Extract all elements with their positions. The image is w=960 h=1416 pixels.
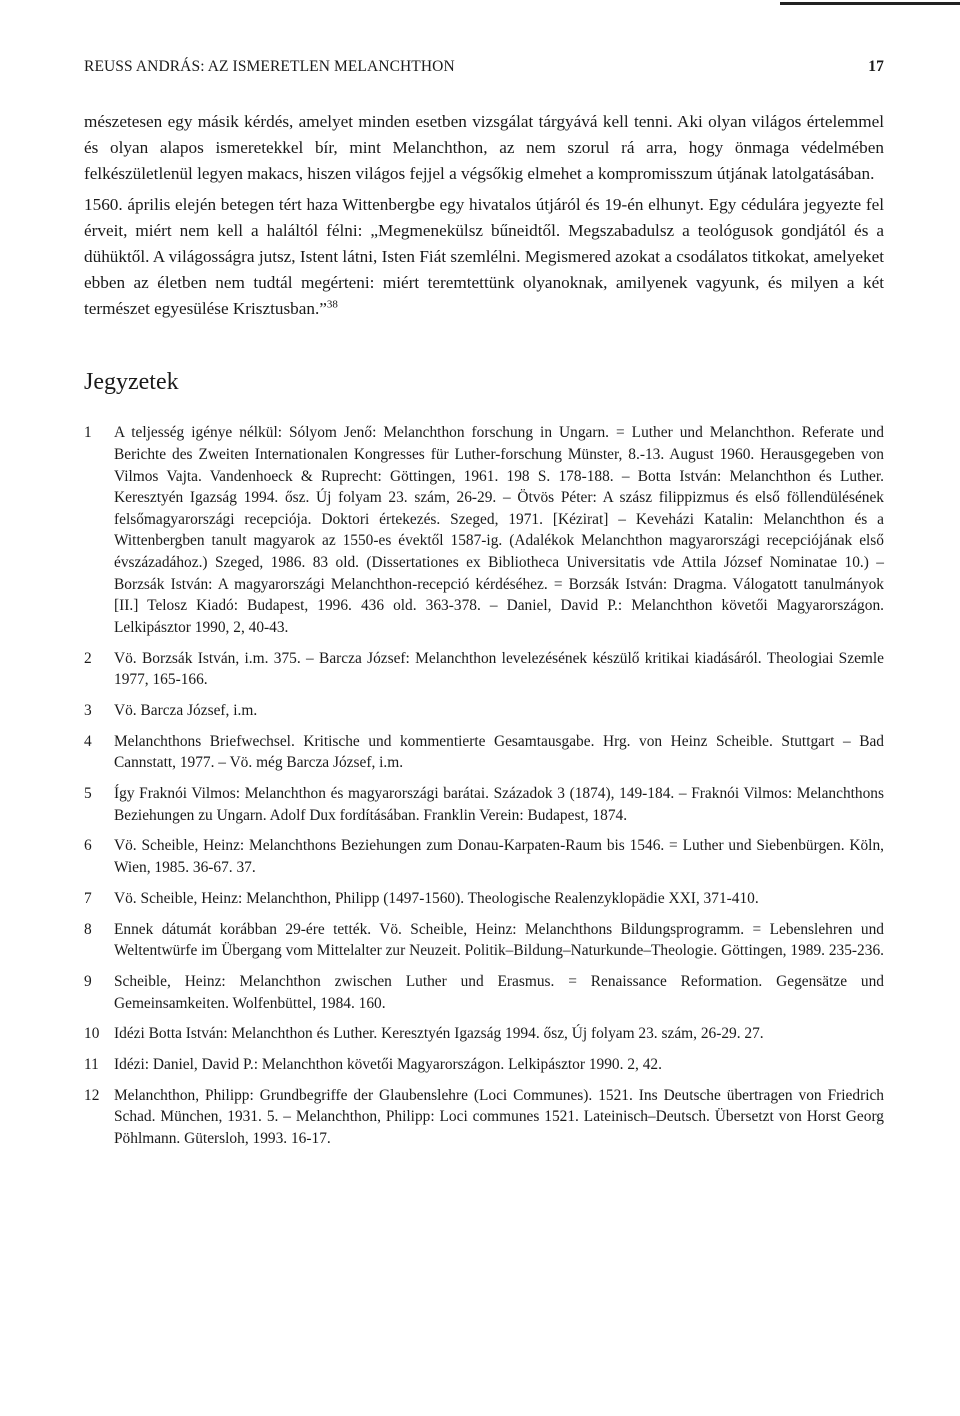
top-edge-rule xyxy=(780,2,960,5)
note-text: Idézi: Daniel, David P.: Melanchthon követői Magyarországon. Lelkipásztor 1990. 2, 42. xyxy=(114,1056,662,1074)
note-item xyxy=(84,700,884,722)
note-number: 8 xyxy=(84,920,92,938)
note-item xyxy=(84,888,884,910)
page-number: 17 xyxy=(868,58,884,75)
running-header xyxy=(84,58,884,76)
body-paragraph-2 xyxy=(84,192,884,321)
notes-list xyxy=(84,422,884,1149)
note-text: Vö. Borzsák István, i.m. 375. – Barcza József: Melanchthon levelezésének készülő kritikai kiadásáról. Theologiai Szemle 1977, 165-166. xyxy=(114,649,884,689)
running-title: REUSS ANDRÁS: AZ ISMERETLEN MELANCHTHON xyxy=(84,58,455,75)
note-text: Melanchthons Briefwechsel. Kritische und kommentierte Gesamtausgabe. Hrg. von Heinz Scheible. Stuttgart – Bad Cannstatt, 1977. – Vö. még Barcza József, i.m. xyxy=(114,732,884,772)
note-item xyxy=(84,422,884,638)
note-number: 2 xyxy=(84,649,92,667)
note-item xyxy=(84,1023,884,1045)
note-number: 10 xyxy=(84,1025,100,1043)
note-item xyxy=(84,971,884,1014)
note-text: Így Fraknói Vilmos: Melanchthon és magyarországi barátai. Századok 3 (1874), 149-184. – Fraknói Vilmos: Melanchthons Beziehungen zu Ungarn. Adolf Dux fordításában. Franklin Verein: Budapest, 1874. xyxy=(114,785,884,824)
note-text: Idézi Botta István: Melanchthon és Luther. Keresztyén Igazság 1994. ősz, Új folyam 23. szám, 26-29. 27. xyxy=(114,1025,764,1043)
note-text: Melanchthon, Philipp: Grundbegriffe der Glaubenslehre (Loci Communes). 1521. Ins Deutsche übertragen von Friedrich Schad. München, 1931. 5. – Melanchthon, Philipp: Loci communes 1521. Lateinisch–Deutsch. Übersetzt von Horst Georg Pöhlmann. Gütersloh, 1993. 16-17. xyxy=(114,1086,884,1148)
note-number: 5 xyxy=(84,785,92,803)
note-text: Vö. Scheible, Heinz: Melanchthon, Philipp (1497-1560). Theologische Realenzyklopädie XXI, 371-410. xyxy=(114,889,759,907)
note-number: 4 xyxy=(84,732,92,750)
note-text: Ennek dátumát korábban 29-ére tették. Vö. Scheible, Heinz: Melanchthons Bildungsprogramm. = Lebenslehren und Weltentwürfe im Übergang vom Mittelalter zur Neuzeit. Politik–Bildung–Naturkunde–Theologie. Göttingen, 1989. 235-236. xyxy=(114,920,884,960)
body-paragraph-1: mészetesen egy másik kérdés, amelyet minden esetben vizsgálat tárgyává kell tenni. Aki olyan világos értelemmel és olyan alapos ismeretekkel bír, mint Melanchthon, az nem szorul rá arra, hogy önmaga védelmében felkészületlenül legyen makacs, hiszen világos fejjel a végsőkig elmehet a kompromisszum útjának latolgatásában. xyxy=(84,112,884,183)
note-item xyxy=(84,1054,884,1076)
note-text: Vö. Barcza József, i.m. xyxy=(114,701,258,719)
body-paragraph-2-text: 1560. április elején betegen tért haza Wittenbergbe egy hivatalos útjáról és 19-én elhunyt. Egy cédulára jegyezte fel érveit, miért nem kell a haláltól félni: „Megmenekülsz bűneidtől. Megszabadulsz a teológusok gondjától és a dühüktől. A világosságra jutsz, Istent látni, Isten Fiát szemlélni. Megismered azokat a csodálatos titkokat, amelyeket ebben az életben nem tudtál megérteni: miért teremtettünk olyanoknak, amilyenek vagyunk, és milyen a két természet egyesülése Krisztusban.” xyxy=(84,195,884,318)
footnote-marker: 38 xyxy=(326,297,338,310)
note-number: 12 xyxy=(84,1086,100,1104)
note-number: 9 xyxy=(84,972,92,990)
note-item xyxy=(84,1085,884,1150)
body-text xyxy=(84,109,884,321)
note-number: 6 xyxy=(84,837,92,855)
note-text: A teljesség igénye nélkül: Sólyom Jenő: Melanchthon forschung in Ungarn. = Luther und Melanchthon. Referate und Berichte des Zweiten Internationalen Kongresses für Luther-forschung Münster, 8.-13. August 1960. Herausgegeben von Vilmos Vajta. Vandenhoeck & Ruprecht: Göttingen, 1961. 198 S. 178-188. – Botta István: Melanchthon és Luther. Keresztyén Igazság 1994. ősz. Új folyam 23. szám, 26-29. – Ötvös Péter: A szász filippizmus és első föllendülésének felsőmagyarországi recepciója. Doktori értekezés. Szeged, 1971. [Kézirat] – Keveházi Katalin: Melanchthon és a Wittenbergben tanult magyarok az 1550-es évektől 1587-ig. (Adalékok Melanchthon magyarországi recepciójának első évszázadához.) Szeged, 1986. 83 old. (Dissertationes ex Bibliotheca Universitatis vde Attila József Nominatae 10.) – Borzsák István: A magyarországi Melanchthon-recepció kérdéséhez. = Borzsák István: Dragma. Válogatott tanulmányok [II.] Telosz Kiadó: Budapest, 1996. 436 old. 363-378. – Daniel, David P.: Melanchthon követői Magyarországon. Lelkipásztor 1990, 2, 40-43. xyxy=(114,424,884,636)
note-item xyxy=(84,648,884,691)
note-item xyxy=(84,919,884,962)
note-text: Scheible, Heinz: Melanchthon zwischen Luther und Erasmus. = Renaissance Reformation. Gegensätze und Gemeinsamkeiten. Wolfenbüttel, 1984. 160. xyxy=(114,972,884,1012)
note-item xyxy=(84,835,884,878)
note-item xyxy=(84,731,884,774)
note-number: 11 xyxy=(84,1056,99,1074)
page xyxy=(84,58,884,1159)
note-number: 3 xyxy=(84,701,92,719)
notes-title: Jegyzetek xyxy=(84,369,179,396)
note-item xyxy=(84,783,884,826)
note-number: 1 xyxy=(84,424,92,442)
note-number: 7 xyxy=(84,889,92,907)
note-text: Vö. Scheible, Heinz: Melanchthons Beziehungen zum Donau-Karpaten-Raum bis 1546. = Luther und Siebenbürgen. Köln, Wien, 1985. 36-67. 37. xyxy=(114,837,884,876)
